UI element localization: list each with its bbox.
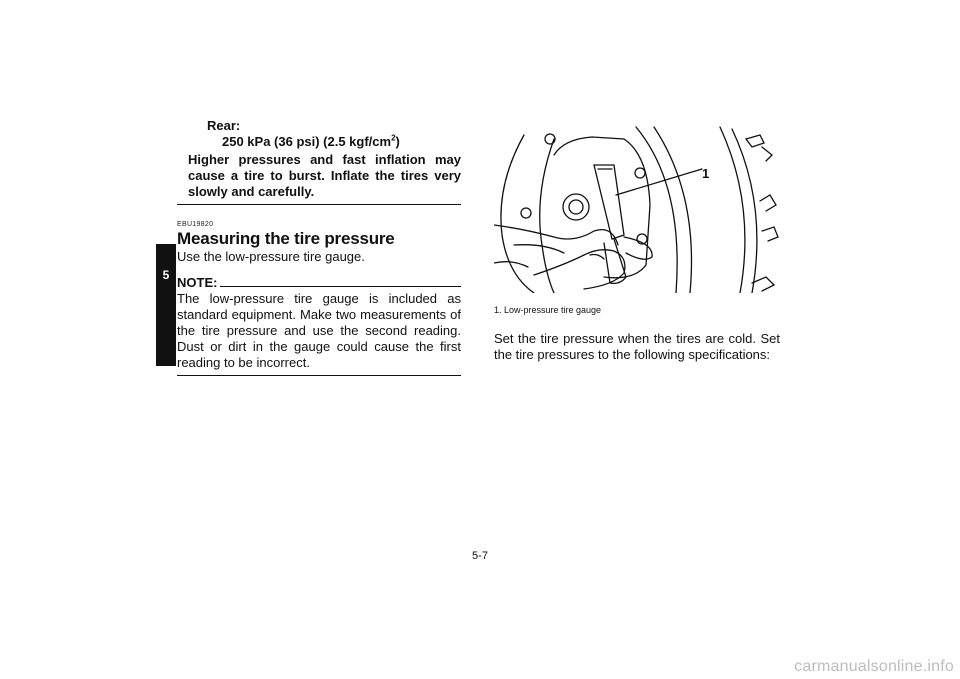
note-text: The low-pressure tire gauge is included as standard equipment. Make two measurements of the tire pressure and use the second reading. Dust or dirt in the gauge could cause the first reading to be incorrect. — [177, 291, 461, 370]
warning-text: Higher pressures and fast inflation may cause a tire to burst. Inflate the tires very slowly and carefully. — [188, 152, 461, 199]
note-label: NOTE: — [177, 275, 218, 290]
figure-caption: 1. Low-pressure tire gauge — [494, 305, 602, 315]
watermark: carmanualsonline.info — [794, 658, 954, 675]
section-title: Measuring the tire pressure — [177, 229, 395, 248]
note-header — [177, 275, 461, 290]
left-column — [177, 118, 461, 376]
chapter-tab — [156, 244, 176, 366]
note-rule — [177, 375, 461, 376]
chapter-tab-number: 5 — [162, 268, 170, 282]
warning-rule — [177, 204, 461, 205]
section-code: EBU19820 — [177, 221, 214, 228]
note-header-rule — [220, 286, 461, 287]
section-intro: Use the low-pressure tire gauge. — [177, 249, 365, 264]
tire-gauge-illustration — [494, 125, 784, 293]
tire-pressure-instruction: Set the tire pressure when the tires are cold. Set the tire pressures to the following specifications: — [494, 331, 780, 362]
page-number: 5-7 — [472, 550, 488, 562]
figure-callout: 1 — [702, 166, 710, 181]
rear-label: Rear: — [207, 118, 241, 133]
warning-block — [177, 118, 461, 205]
rear-pressure-value: 250 kPa (36 psi) (2.5 kgf/$cm^2$) — [222, 133, 400, 149]
